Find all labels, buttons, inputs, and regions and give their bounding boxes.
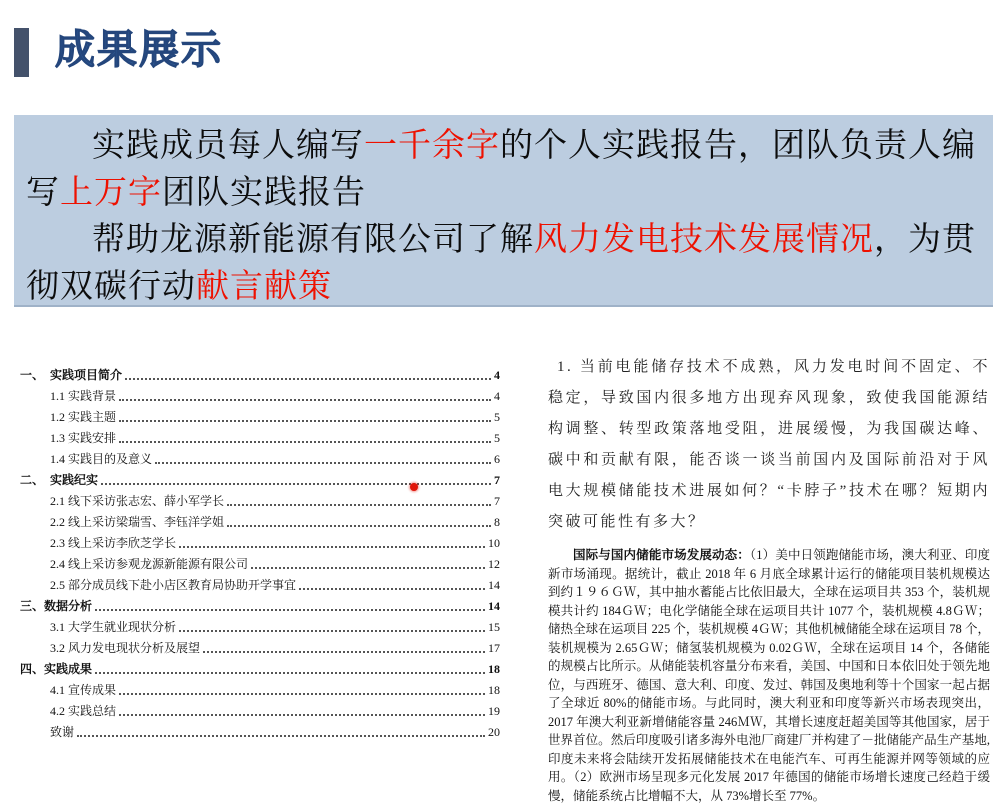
laser-pointer-dot [410, 483, 418, 491]
toc-dotted-leader [125, 377, 491, 380]
page-title: 成果展示 [55, 28, 223, 72]
toc-page-number: 20 [488, 725, 500, 739]
toc-entry-label: 二、 实践纪实 [20, 473, 99, 487]
toc-entry-label: 4.2 实践总结 [50, 704, 117, 718]
highlight-text: ，为贯彻双碳行动 [26, 222, 976, 305]
toc-dotted-leader [119, 692, 485, 695]
toc-dotted-leader [119, 398, 491, 401]
toc-row [14, 425, 500, 446]
toc-row [14, 551, 500, 572]
report-paragraph-body: （1）美中日领跑储能市场，澳大利亚、印度新市场涌现。据统计，截止 2018 年 6 月底全球累计运行的储能项目装机规模达到约１９６ＧＷ，其中抽水蓄能占比依旧最大，全球在运项目共 353 个，装机规模共计约 184ＧＷ；电化学储能全球在运项目共计 1077 个，装机规模 4.8ＧＷ；储热全球在运项目 225 个，装机规模 4ＧＷ；其他机械储能全球在运项目 78 个，装机规模为 2.65ＧＷ；储氢装机规模为 0.02ＧＷ，全球在运项目 14 个，各储能的规模占比所示。从储能装机容量分布来看，美国、中国和日本依旧处于领先地位，与西班牙、德国、意大利、印度、发过、韩国及奥地利等十个国家一起占据了全球近 80%的储能市场。与此同时，澳大利亚和印度等新兴市场表现突出，2017 年澳大利亚新增储能容量 246ＭＷ，其增长速度赶超美国等其他国家，居于世界首位。然后印度吸引诸多海外电池厂商建厂并构建了－批储能产品生产基地,印度未来将会陆续开发拓展储能技术在电能汽车、可再生能源并网等领域的应用。（2）欧洲市场呈现多元化发展 2017 年德国的储能市场增长速度己经趋于缓慢，储能系统占比增幅不大，从 73%增长至 77%。 [548, 548, 990, 803]
toc-page-number: 12 [488, 557, 500, 571]
toc-page-number: 14 [488, 578, 500, 592]
highlight-summary-block [14, 115, 993, 307]
toc-page-number: 7 [494, 494, 500, 508]
toc-row [14, 509, 500, 530]
toc-row [14, 614, 500, 635]
toc-row [14, 362, 500, 383]
toc-dotted-leader [119, 419, 491, 422]
report-text-panel [548, 352, 990, 805]
toc-page-number: 8 [494, 515, 500, 529]
toc-entry-label: 致谢 [50, 725, 75, 739]
toc-dotted-leader [77, 734, 485, 737]
toc-entry-label: 3.1 大学生就业现状分析 [50, 620, 177, 634]
toc-row [14, 698, 500, 719]
toc-dotted-leader [95, 608, 485, 611]
toc-dotted-leader [119, 440, 491, 443]
report-market-paragraph [548, 546, 990, 805]
highlight-red-text: 一千余字 [364, 128, 500, 164]
highlight-paragraph [26, 217, 981, 311]
toc-dotted-leader [227, 524, 491, 527]
toc-page-number: 15 [488, 620, 500, 634]
highlight-text: 的个人实践报告，团队负责人编写 [26, 128, 976, 211]
toc-entry-label: 1.4 实践目的及意义 [50, 452, 153, 466]
toc-entry-label: 1.3 实践安排 [50, 431, 117, 445]
highlight-text: 实践成员每人编写 [92, 128, 364, 164]
toc-page-number: 10 [488, 536, 500, 550]
table-of-contents [14, 362, 500, 740]
highlight-text: 团队实践报告 [162, 175, 366, 211]
toc-entry-label: 1.2 实践主题 [50, 410, 117, 424]
toc-dotted-leader [251, 566, 485, 569]
toc-page-number: 5 [494, 431, 500, 445]
toc-page-number: 7 [494, 473, 500, 487]
toc-page-number: 4 [494, 389, 500, 403]
toc-dotted-leader [179, 629, 485, 632]
toc-dotted-leader [299, 587, 485, 590]
toc-page-number: 5 [494, 410, 500, 424]
toc-entry-label: 2.4 线上采访参观龙源新能源有限公司 [50, 557, 249, 571]
toc-page-number: 14 [488, 599, 500, 613]
toc-dotted-leader [119, 713, 485, 716]
toc-page-number: 18 [488, 683, 500, 697]
toc-row [14, 677, 500, 698]
toc-entry-label: 三、数据分析 [20, 599, 93, 613]
toc-row [14, 383, 500, 404]
toc-page-number: 18 [488, 662, 500, 676]
toc-entry-label: 2.5 部分成员线下赴小店区教育局协助开学事宜 [50, 578, 297, 592]
toc-row [14, 467, 500, 488]
highlight-red-text: 献言献策 [196, 269, 332, 305]
toc-row [14, 530, 500, 551]
toc-dotted-leader [227, 503, 491, 506]
toc-dotted-leader [155, 461, 491, 464]
toc-row [14, 593, 500, 614]
toc-page-number: 17 [488, 641, 500, 655]
toc-row [14, 446, 500, 467]
toc-entry-label: 一、 实践项目简介 [20, 368, 123, 382]
highlight-red-text: 风力发电技术发展情况 [534, 222, 874, 258]
toc-page-number: 4 [494, 368, 500, 382]
highlight-red-text: 上万字 [60, 175, 162, 211]
report-paragraph-lead: 国际与国内储能市场发展动态： [573, 548, 750, 562]
highlight-paragraph [26, 123, 981, 217]
toc-entry-label: 2.3 线上采访李欣芝学长 [50, 536, 177, 550]
toc-entry-label: 2.2 线上采访梁瑞雪、李钰洋学姐 [50, 515, 225, 529]
highlight-text: 帮助龙源新能源有限公司了解 [92, 222, 534, 258]
toc-entry-label: 四、实践成果 [20, 662, 93, 676]
toc-page-number: 19 [488, 704, 500, 718]
toc-dotted-leader [101, 482, 491, 485]
toc-dotted-leader [203, 650, 485, 653]
toc-page-number: 6 [494, 452, 500, 466]
report-question-paragraph: 1. 当前电能储存技术不成熟，风力发电时间不固定、不稳定，导致国内很多地方出现弃风现象，致使我国能源结构调整、转型政策落地受阻，进展缓慢，为我国碳达峰、碳中和贡献有限，能否谈一谈当前国内及国际前沿对于风电大规模储能技术进展如何？“卡脖子”技术在哪？短期内突破可能性有多大？ [548, 359, 990, 530]
toc-dotted-leader [95, 671, 485, 674]
toc-row [14, 719, 500, 740]
toc-row [14, 572, 500, 593]
toc-row [14, 488, 500, 509]
toc-entry-label: 1.1 实践背景 [50, 389, 117, 403]
toc-row [14, 635, 500, 656]
toc-entry-label: 4.1 宣传成果 [50, 683, 117, 697]
title-accent-bar [14, 28, 29, 77]
toc-row [14, 404, 500, 425]
toc-dotted-leader [179, 545, 485, 548]
toc-row [14, 656, 500, 677]
toc-entry-label: 3.2 风力发电现状分析及展望 [50, 641, 201, 655]
toc-entry-label: 2.1 线下采访张志宏、薛小军学长 [50, 494, 225, 508]
